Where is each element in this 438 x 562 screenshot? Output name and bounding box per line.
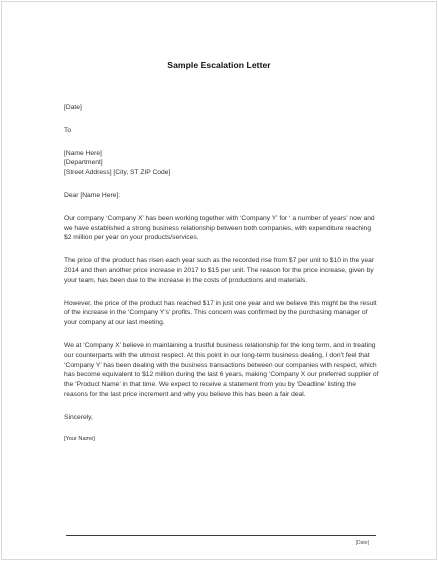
paragraph-intro: Our company ‘Company X’ has been working together with ‘Company Y’ for ‘ a number of years’ now and we have established a strong business relationship between both companies, with expenditure reaching $2 million per year on your products/services.	[64, 214, 375, 242]
paragraph-price-history: The price of the product has risen each year such as the recorded rise from $7 per unit to $10 in the year 2014 and then another price increase in 2017 to $15 per unit. The reason for the price increase, given by your team, has been due to the increase in the costs of productions and materials.	[64, 257, 375, 284]
letter-page	[1, 1, 437, 560]
closing: Sincerely,	[64, 413, 93, 421]
signature: [Your Name]	[64, 435, 95, 442]
salutation: Dear [Name Here]:	[64, 191, 121, 199]
recipient-name: [Name Here]	[64, 149, 102, 157]
footer-rule	[66, 535, 376, 536]
footer-date: [Date]	[355, 540, 369, 546]
to-label: To	[64, 126, 72, 134]
letter-body	[64, 103, 380, 444]
recipient-address: [Street Address] [City, ST ZIP Code]	[64, 169, 171, 177]
recipient-department: [Department]	[64, 159, 103, 167]
paragraph-request: We at ‘Company X’ believe in maintaining a trustful business relationship for the long term, and in treating our counterparts with the utmost respect. At this point in our long-term business dealing, I don’t feel that ‘Company Y’ has been dealing with the business transactions between our companies with respect, which has become equivalent to $12 million during the last 6 years, making ‘Company X our preferred supplier of the ‘Product Name’ in that time. We expect to receive a statement from you by ‘Deadline’ listing the reasons for the last price increment and why you believe this has been a fair deal.	[64, 341, 379, 398]
letter-date: [Date]	[64, 104, 82, 111]
recipient-block	[64, 149, 380, 178]
letter-title: Sample Escalation Letter	[167, 60, 271, 70]
paragraph-current-price: However, the price of the product has reached $17 in just one year and we believe this might be the result of the increase in the ‘Company Y’s’ profits. This concern was confirmed by the purchasing manager of your company at our last meeting.	[64, 299, 377, 327]
